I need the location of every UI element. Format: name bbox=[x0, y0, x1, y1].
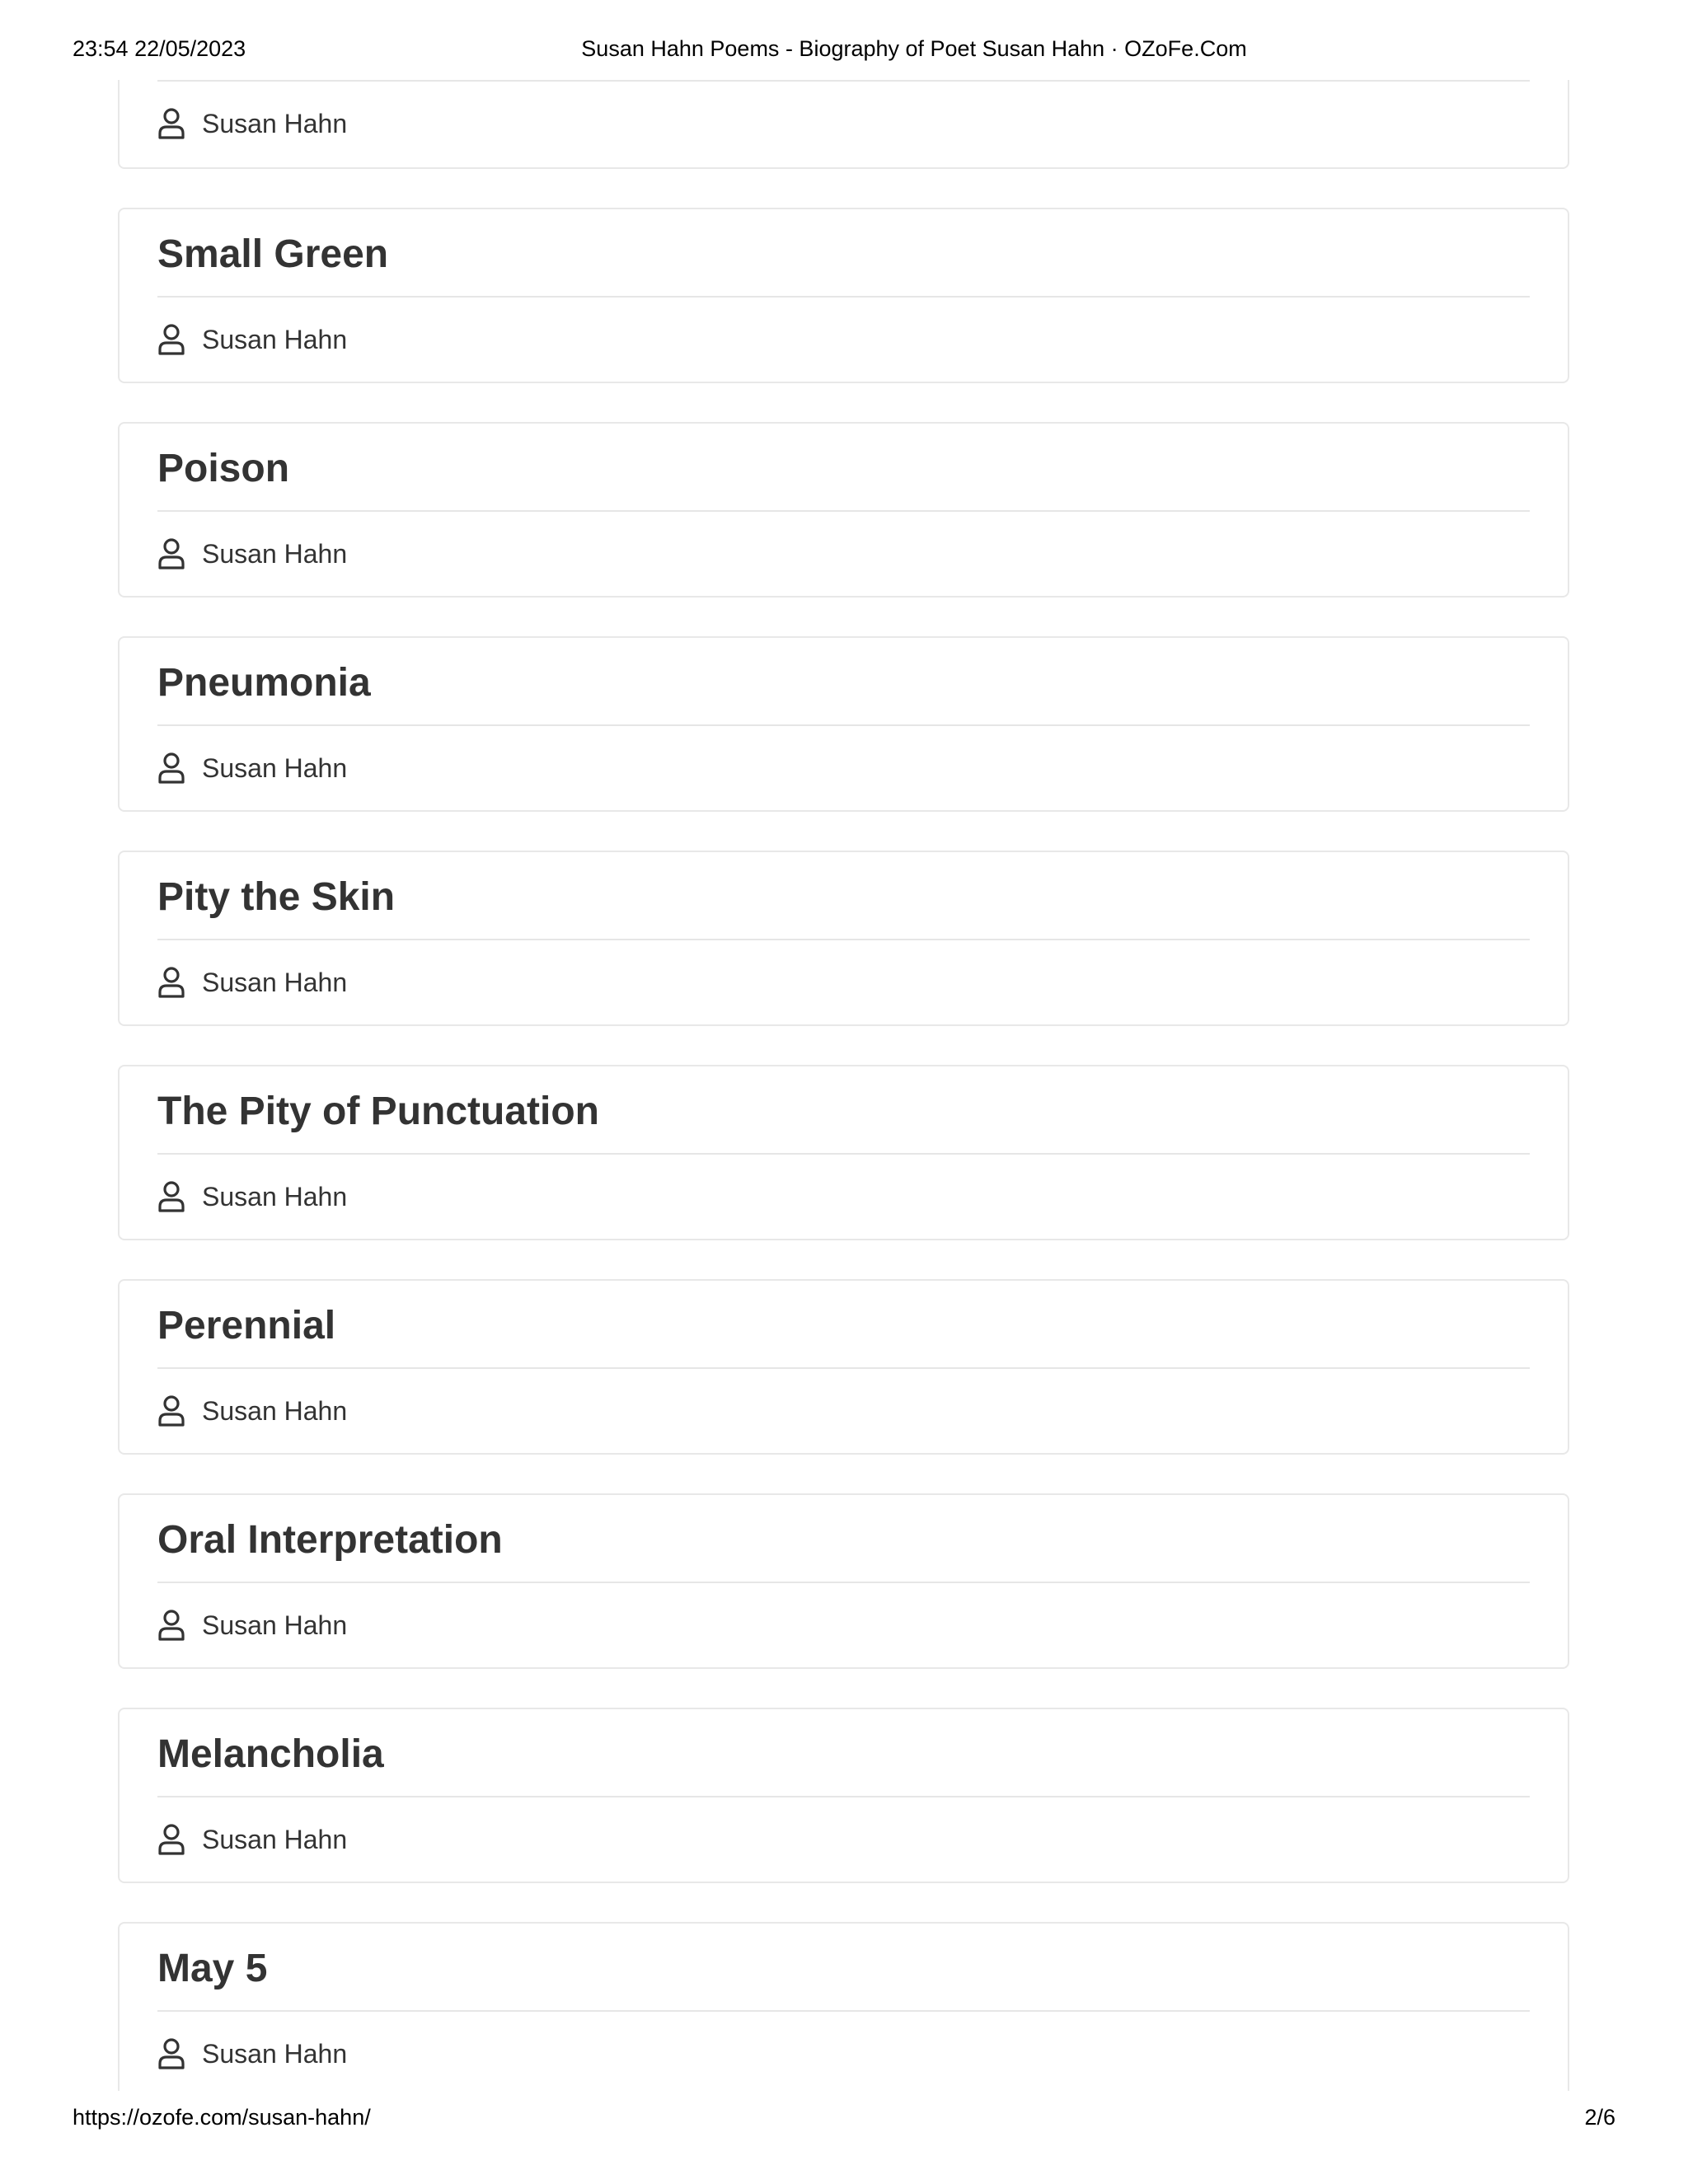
print-page-number: 2/6 bbox=[1584, 2105, 1615, 2130]
poem-title-link[interactable]: Melancholia bbox=[157, 1732, 384, 1776]
author-link[interactable]: Susan Hahn bbox=[202, 108, 348, 138]
poem-list bbox=[118, 80, 1569, 2091]
author-row bbox=[157, 1155, 1530, 1239]
poem-card[interactable] bbox=[118, 208, 1569, 383]
author-row bbox=[157, 82, 1530, 166]
user-icon bbox=[157, 1824, 185, 1855]
poem-card-partial[interactable] bbox=[118, 80, 1569, 169]
print-url: https://ozofe.com/susan-hahn/ bbox=[73, 2105, 371, 2130]
author-row bbox=[157, 1369, 1530, 1453]
author-row bbox=[157, 512, 1530, 596]
author-row bbox=[157, 1797, 1530, 1882]
user-icon bbox=[157, 2038, 185, 2069]
poem-card[interactable] bbox=[118, 422, 1569, 598]
author-link[interactable]: Susan Hahn bbox=[202, 324, 348, 354]
poem-card[interactable] bbox=[118, 851, 1569, 1026]
poem-card[interactable] bbox=[118, 1493, 1569, 1669]
user-icon bbox=[157, 1395, 185, 1427]
author-link[interactable]: Susan Hahn bbox=[202, 1181, 348, 1212]
print-datetime: 23:54 22/05/2023 bbox=[73, 36, 246, 61]
user-icon bbox=[157, 1610, 185, 1641]
print-footer bbox=[73, 2105, 1615, 2138]
poem-title-link[interactable]: Perennial bbox=[157, 1304, 336, 1347]
user-icon bbox=[157, 324, 185, 355]
author-row bbox=[157, 1583, 1530, 1667]
poem-title-link[interactable]: May 5 bbox=[157, 1947, 268, 1990]
print-header bbox=[73, 36, 1615, 69]
author-link[interactable]: Susan Hahn bbox=[202, 752, 348, 783]
author-row bbox=[157, 940, 1530, 1024]
user-icon bbox=[157, 752, 185, 784]
author-link[interactable]: Susan Hahn bbox=[202, 1395, 348, 1426]
author-link[interactable]: Susan Hahn bbox=[202, 967, 348, 997]
author-row bbox=[157, 2012, 1530, 2091]
poem-title-link[interactable]: Poison bbox=[157, 447, 290, 490]
poem-card[interactable] bbox=[118, 636, 1569, 812]
author-link[interactable]: Susan Hahn bbox=[202, 1610, 348, 1640]
poem-title-link[interactable]: Small Green bbox=[157, 232, 389, 276]
author-link[interactable]: Susan Hahn bbox=[202, 1824, 348, 1854]
user-icon bbox=[157, 1181, 185, 1212]
author-row bbox=[157, 726, 1530, 810]
poem-title-link[interactable]: The Pity of Punctuation bbox=[157, 1090, 599, 1133]
author-link[interactable]: Susan Hahn bbox=[202, 2038, 348, 2069]
poem-title-link[interactable]: Oral Interpretation bbox=[157, 1518, 503, 1562]
author-row bbox=[157, 298, 1530, 382]
poem-card[interactable] bbox=[118, 1065, 1569, 1240]
user-icon bbox=[157, 538, 185, 569]
poem-card[interactable] bbox=[118, 1708, 1569, 1883]
print-document-title: Susan Hahn Poems - Biography of Poet Susan Hahn · OZoFe.Com bbox=[581, 36, 1247, 61]
poem-card[interactable] bbox=[118, 1922, 1569, 2091]
poem-title-link[interactable]: Pity the Skin bbox=[157, 875, 396, 919]
user-icon bbox=[157, 108, 185, 139]
poem-title-link[interactable]: Pneumonia bbox=[157, 661, 371, 705]
author-link[interactable]: Susan Hahn bbox=[202, 538, 348, 569]
user-icon bbox=[157, 967, 185, 998]
poem-card[interactable] bbox=[118, 1279, 1569, 1455]
